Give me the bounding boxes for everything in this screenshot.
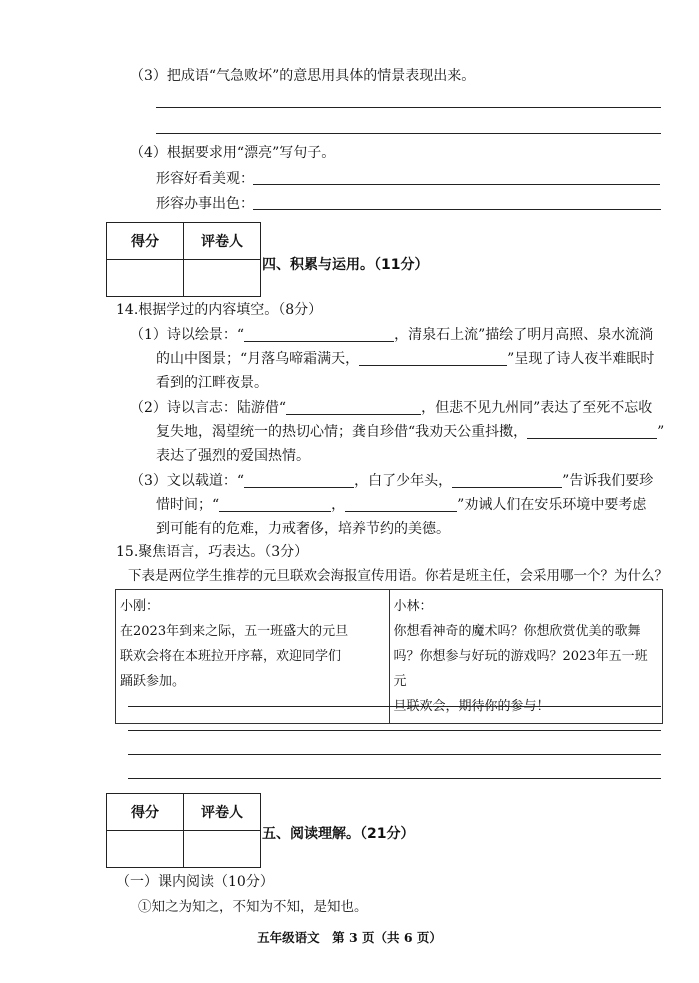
page-footer: 五年级语文 第 3 页（共 6 页）	[257, 930, 442, 945]
xiaogang-text: 在2023年到来之际，五一班盛大的元旦	[120, 624, 349, 639]
score-table	[106, 793, 261, 868]
q14-text: ”告诉我们要珍	[562, 473, 654, 489]
xiaolin-name: 小林：	[393, 599, 433, 614]
q14-line: 看到的江畔夜景。	[156, 375, 268, 391]
q14-line	[130, 471, 653, 491]
xiaolin-text: 你想看神奇的魔术吗？你想欣赏优美的歌舞	[393, 624, 641, 639]
q14-text: ”劝诫人们在安乐环境中要考虑	[457, 497, 647, 513]
score-header: 得分	[107, 794, 184, 831]
q14-line	[130, 325, 653, 345]
fill-blank[interactable]	[359, 351, 507, 366]
q14-text: ”	[657, 424, 665, 440]
q14-text: ，	[331, 497, 346, 513]
q14-text: ，清泉石上流”描绘了明月高照、泉水流淌	[394, 327, 654, 343]
grader-cell[interactable]	[184, 831, 261, 868]
reading-item: ①知之为知之，不知为不知，是知也。	[138, 899, 368, 915]
question-title: 14.根据学过的内容填空。（8分）	[116, 302, 323, 318]
score-cell[interactable]	[107, 260, 184, 297]
q14-line	[156, 349, 654, 369]
grader-cell[interactable]	[184, 260, 261, 297]
q14-text: （1）诗以绘景：“	[130, 327, 245, 343]
fill-blank[interactable]	[286, 400, 421, 415]
question-title: 15.聚焦语言，巧表达。（3分）	[116, 544, 309, 560]
fill-blank[interactable]	[527, 424, 657, 439]
answer-line[interactable]	[156, 107, 661, 108]
q15-intro: 下表是两位学生推荐的元旦联欢会海报宣传用语。你若是班主任，会采用哪一个？为什么？	[128, 568, 668, 584]
answer-line[interactable]	[128, 706, 661, 707]
q14-text: （2）诗以言志：陆游借“	[130, 400, 287, 416]
xiaolin-text: 吗？你想参与好玩的游戏吗？2023年五一班元	[393, 649, 648, 689]
q14-line: 表达了强烈的爱国热情。	[156, 448, 310, 464]
q3-4-label-1: 形容好看美观：	[156, 171, 254, 187]
answer-line[interactable]	[253, 209, 661, 210]
q14-text: 的山中图景；“月落乌啼霜满天，	[156, 351, 360, 367]
slogan-table	[115, 589, 663, 724]
xiaogang-cell	[116, 590, 390, 724]
q3-4-label-2: 形容办事出色：	[156, 196, 254, 212]
q14-text: ，白了少年头，	[354, 473, 453, 489]
fill-blank[interactable]	[345, 497, 457, 512]
answer-line[interactable]	[128, 730, 661, 731]
q14-text: 惜时间；“	[156, 497, 220, 513]
q3-3-prompt: （3）把成语“气急败坏”的意思用具体的情景表现出来。	[130, 68, 476, 84]
grader-header: 评卷人	[184, 794, 261, 831]
q14-text: ”呈现了诗人夜半难眠时	[507, 351, 655, 367]
section-title: 五、阅读理解。（21分）	[262, 826, 415, 842]
q14-text: （3）文以载道：“	[130, 473, 245, 489]
xiaolin-text: 旦联欢会，期待你的参与！	[393, 699, 550, 714]
q14-text: 复失地，渴望统一的热切心情；龚自珍借“我劝天公重抖擞，	[156, 424, 528, 440]
xiaolin-cell	[389, 590, 663, 724]
score-cell[interactable]	[107, 831, 184, 868]
xiaogang-text: 联欢会将在本班拉开序幕，欢迎同学们	[120, 649, 342, 664]
answer-line[interactable]	[128, 754, 661, 755]
fill-blank[interactable]	[244, 473, 354, 488]
q14-text: ，但悲不见九州同”表达了至死不忘收	[421, 400, 653, 416]
reading-subtitle: （一）课内阅读（10分）	[116, 874, 274, 890]
fill-blank[interactable]	[244, 327, 394, 342]
score-table	[106, 222, 261, 297]
answer-line[interactable]	[128, 778, 661, 779]
answer-line[interactable]	[253, 184, 660, 185]
q14-line	[156, 422, 664, 442]
q14-line	[156, 495, 646, 515]
answer-line[interactable]	[156, 133, 661, 134]
q14-line	[130, 398, 652, 418]
score-header: 得分	[107, 223, 184, 260]
fill-blank[interactable]	[452, 473, 562, 488]
q3-4-prompt: （4）根据要求用“漂亮”写句子。	[130, 145, 336, 161]
xiaogang-name: 小刚：	[120, 599, 160, 614]
xiaogang-text: 踊跃参加。	[120, 674, 186, 689]
section-title: 四、积累与运用。（11分）	[262, 257, 429, 273]
fill-blank[interactable]	[219, 497, 331, 512]
grader-header: 评卷人	[184, 223, 261, 260]
q14-line: 到可能有的危难，力戒奢侈，培养节约的美德。	[156, 521, 450, 537]
